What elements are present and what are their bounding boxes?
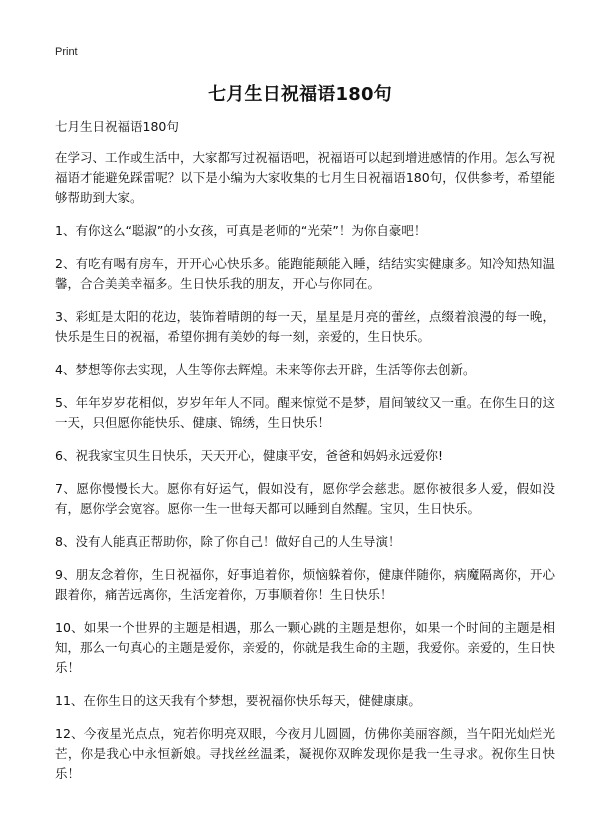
wish-item-11: 11、在你生日的这天我有个梦想，要祝福你快乐每天，健健康康。 bbox=[55, 693, 421, 708]
wish-item-7: 7、愿你慢慢长大。愿你有好运气，假如没有，愿你学会慈悲。愿你被很多人爱，假如没有，愿你学会宽容。愿你一生一世每天都可以睡到自然醒。宝贝，生日快乐。 bbox=[55, 481, 555, 516]
wish-item-1: 1、有你这么“聪淑”的小女孩，可真是老师的“光荣”！为你自豪吧！ bbox=[55, 223, 427, 238]
wish-item-12: 12、今夜星光点点，宛若你明亮双眼，今夜月儿圆圆，仿佛你美丽容颜，当午阳光灿烂光芒，你是我心中永恒新娘。寻找丝丝温柔，凝视你双眸发现你是我一生寻求。祝你生日快乐！ bbox=[55, 726, 555, 781]
document-body bbox=[55, 117, 555, 797]
wish-item-4: 4、梦想等你去实现，人生等你去辉煌。未来等你去开辟，生活等你去创新。 bbox=[55, 362, 476, 377]
wish-item-9: 9、朋友念着你，生日祝福你，好事追着你，烦恼躲着你，健康伴随你，病魔隔离你，开心跟着你，痛苦远离你，生活宠着你，万事顺着你！生日快乐！ bbox=[55, 567, 555, 602]
wish-item-6: 6、祝我家宝贝生日快乐，天天开心，健康平安，爸爸和妈妈永远爱你! bbox=[55, 448, 443, 463]
wish-item-3: 3、彩虹是太阳的花边，装饰着晴朗的每一天，星星是月亮的蕾丝，点缀着浪漫的每一晚，快乐是生日的祝福，希望你拥有美妙的每一刻，亲爱的，生日快乐。 bbox=[55, 309, 555, 344]
wish-item-2: 2、有吃有喝有房车，开开心心快乐多。能跑能颠能入睡，结结实实健康多。知冷知热知温馨，合合美美幸福多。生日快乐我的朋友，开心与你同在。 bbox=[55, 256, 555, 291]
print-link[interactable]: Print bbox=[55, 46, 78, 58]
wish-item-8: 8、没有人能真正帮助你，除了你自己！做好自己的人生导演！ bbox=[55, 534, 401, 549]
wish-item-5: 5、年年岁岁花相似，岁岁年年人不同。醒来惊觉不是梦，眉间皱纹又一重。在你生日的这一天，只但愿你能快乐、健康、锦绣，生日快乐！ bbox=[55, 395, 555, 430]
wish-item-10: 10、如果一个世界的主题是相遇，那么一颗心跳的主题是想你，如果一个时间的主题是相知，那么一句真心的主题是爱你，亲爱的，你就是我生命的主题，我爱你。亲爱的，生日快乐！ bbox=[55, 620, 556, 675]
document-subtitle: 七月生日祝福语180句 bbox=[55, 119, 179, 134]
intro-paragraph: 在学习、工作或生活中，大家都写过祝福语吧，祝福语可以起到增进感情的作用。怎么写祝福语才能避免踩雷呢？以下是小编为大家收集的七月生日祝福语180句，仅供参考，希望能够帮助到大家。 bbox=[55, 150, 556, 205]
document-title: 七月生日祝福语180句 bbox=[208, 84, 392, 105]
